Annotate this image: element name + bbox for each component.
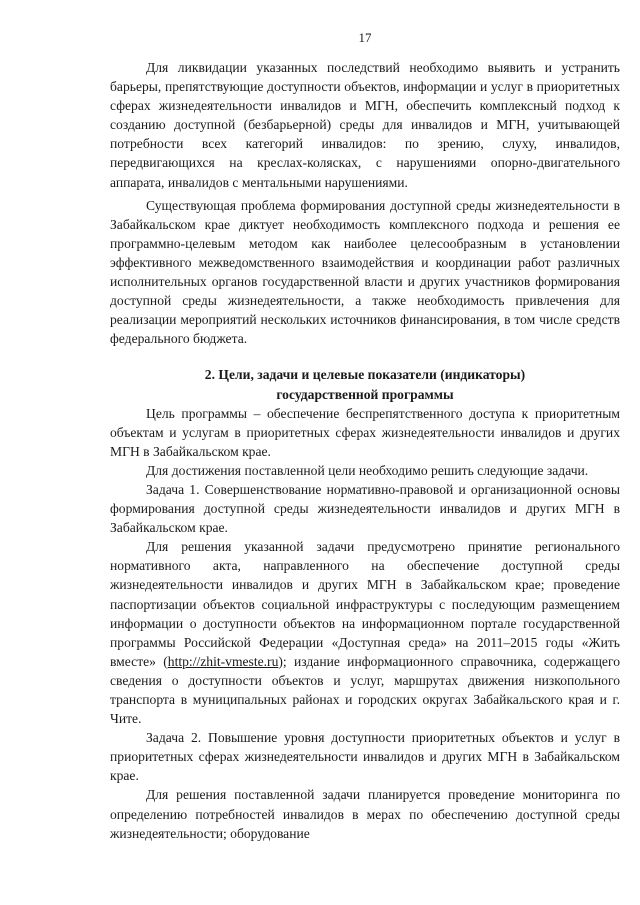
paragraph: Задача 2. Повышение уровня доступности приоритетных объектов и услуг в приоритетных сферах жизнедеятельности инвалидов и других МГН в Забайкальском крае. [110, 730, 620, 784]
paragraph: Для ликвидации указанных последствий необходимо выявить и устранить барьеры, препятствующие доступности объектов, информации и услуг в приоритетных сферах жизнедеятельности инвалидов и МГН, обеспечить комплексный подход к созданию доступной (безбарьерной) среды для инвалидов и МГН, учитывающей потребности всех категорий инвалидов: по зрению, слуху, инвалидов, передвигающихся на креслах-колясках, с нарушениями опорно-двигательного аппарата, инвалидов с ментальными нарушениями. [110, 60, 620, 190]
paragraph: Для достижения поставленной цели необходимо решить следующие задачи. [146, 462, 589, 478]
section-heading [110, 365, 620, 403]
paragraph-text: Для решения указанной задачи предусмотрено принятие регионального нормативного акта, направленного на обеспечение доступной среды жизнедеятельности инвалидов и других МГН в Забайкальском крае; проведение паспортизации объектов социальной инфраструктуры с последующим размещением информации о доступности объектов на информационном портале государственной программы Российской Федерации «Доступная среда» на 2011–2015 годы «Жить вместе» ( [110, 539, 620, 669]
document-page [110, 30, 620, 843]
paragraph: Для решения поставленной задачи планируется проведение мониторинга по определению потребностей инвалидов в мерах по обеспечению доступной среды жизнедеятельности; оборудование [110, 787, 620, 841]
paragraph-text: ); издание информационного справочника, содержащего сведения о доступности объектов и услуг, маршрутах движения низкопольного транспорта в муниципальных районах и городских округах Забайкальского края и г. Чите. [110, 653, 620, 727]
section-heading-line: 2. Цели, задачи и целевые показатели (индикаторы) [204, 367, 526, 383]
paragraph [110, 537, 620, 728]
section-heading-line: государственной программы [276, 386, 454, 402]
paragraph: Существующая проблема формирования доступной среды жизнедеятельности в Забайкальском крае диктует необходимость комплексного подхода и решения ее программно-целевым методом как наиболее целесообразным в установлении эффективного межведомственного взаимодействия и координации работ различных исполнительных органов государственной власти и других участников формирования доступной среды жизнедеятельности, а также необходимость привлечения для реализации мероприятий нескольких источников финансирования, в том числе средств федерального бюджета. [110, 197, 620, 347]
paragraph: Цель программы – обеспечение беспрепятственного доступа к приоритетным объектам и услугам в приоритетных сферах жизнедеятельности инвалидов и других МГН в Забайкальском крае. [110, 405, 620, 459]
paragraph: Задача 1. Совершенствование нормативно-правовой и организационной основы формирования доступной среды жизнедеятельности инвалидов и других МГН в Забайкальском крае. [110, 481, 620, 536]
page-number: 17 [358, 30, 372, 45]
website-link[interactable]: http://zhit-vmeste.ru [167, 653, 279, 669]
